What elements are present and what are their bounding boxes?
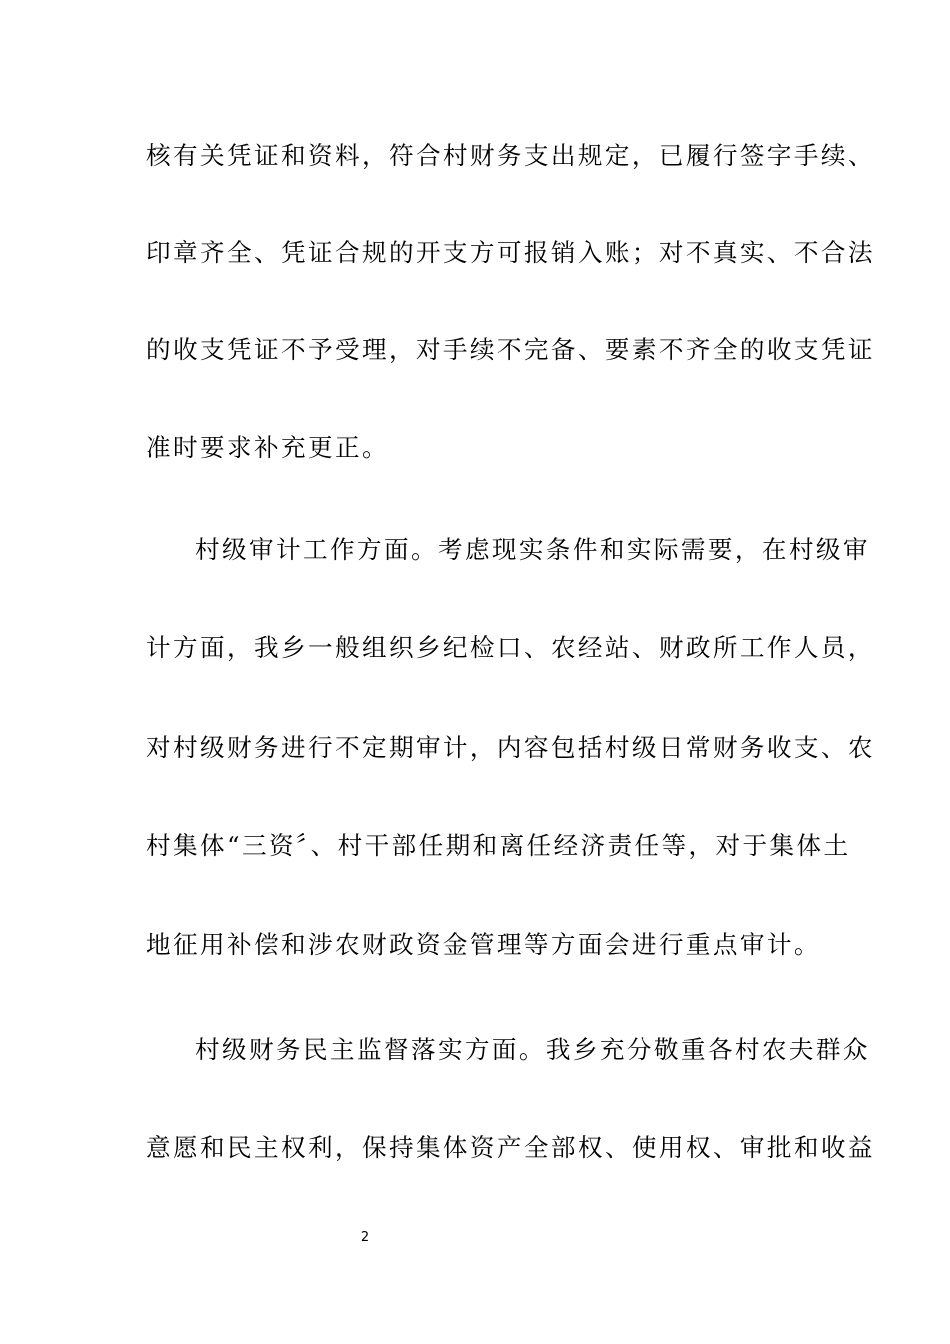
paragraph-supervision-line-2: 意愿和民主权利，保持集体资产全部权、使用权、审批和收益 [146,1133,875,1162]
text-line-1: 核有关凭证和资料，符合村财务支出规定，已履行签字手续、 [146,141,875,170]
paragraph-audit-line-3: 对村级财务进行不定期审计，内容包括村级日常财务收支、农 [146,733,875,762]
paragraph-audit-line-4: 村集体“三资〞、村干部任期和离任经济责任等，对于集体土 [146,831,851,860]
paragraph-supervision-line-1: 村级财务民主监督落实方面。我乡充分敬重各村农夫群众 [195,1035,870,1064]
text-line-2: 印章齐全、凭证合规的开支方可报销入账；对不真实、不合法 [146,238,875,267]
paragraph-audit-line-2: 计方面，我乡一般组织乡纪检口、农经站、财政所工作人员， [146,633,875,662]
page-number: 2 [360,1230,370,1245]
text-line-4: 准时要求补充更正。 [146,433,389,462]
paragraph-audit-line-5: 地征用补偿和涉农财政资金管理等方面会进行重点审计。 [146,930,821,959]
paragraph-audit-line-1: 村级审计工作方面。考虑现实条件和实际需要，在村级审 [195,535,870,564]
text-line-3: 的收支凭证不予受理，对手续不完备、要素不齐全的收支凭证 [146,335,875,364]
